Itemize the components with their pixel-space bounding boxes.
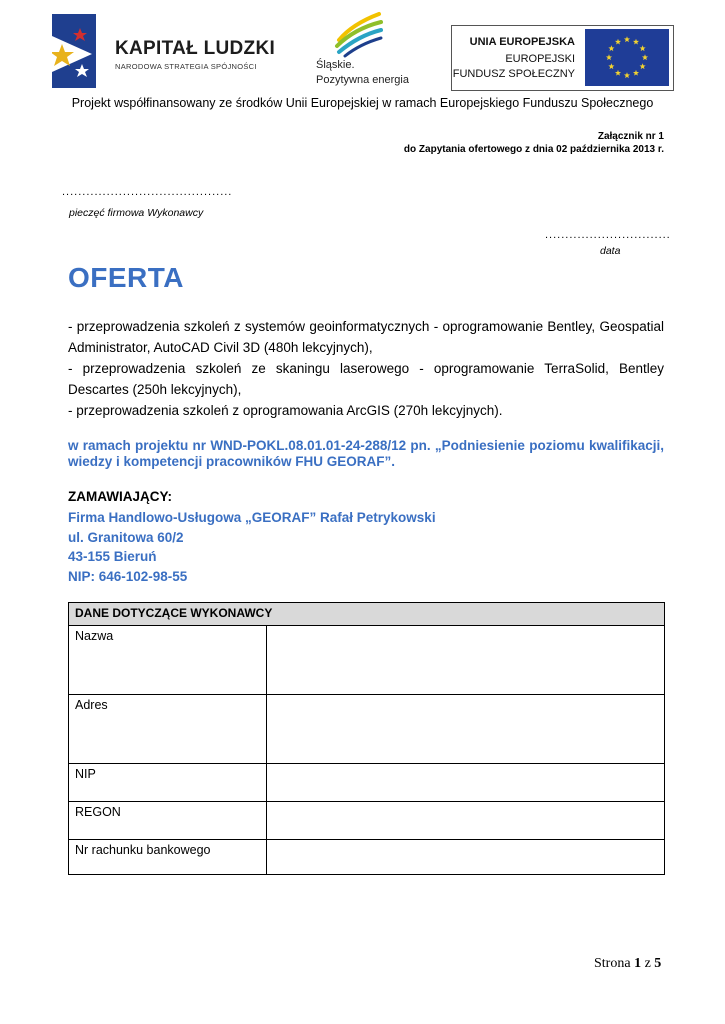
kapital-ludzki-flag-icon	[52, 14, 96, 88]
row-label-regon: REGON	[69, 802, 267, 840]
slaskie-name: Śląskie.	[316, 59, 355, 71]
page-current: 1	[634, 956, 642, 971]
row-label-bank: Nr rachunku bankowego	[69, 840, 267, 875]
page-total: 5	[654, 956, 662, 971]
stamp-dots: ..........................................	[62, 186, 233, 198]
row-label-name: Nazwa	[69, 626, 267, 695]
row-label-nip: NIP	[69, 764, 267, 802]
nip-field[interactable]	[267, 764, 665, 802]
kapital-ludzki-title: KAPITAŁ LUDZKI	[115, 38, 276, 59]
contractor-table-heading: DANE DOTYCZĄCE WYKONAWCY	[69, 603, 665, 626]
client-name: Firma Handlowo-Usługowa „GEORAF” Rafał Petrykowski	[68, 510, 436, 525]
table-header-row	[69, 603, 665, 626]
eu-line2: EUROPEJSKI	[505, 53, 575, 65]
annex-line1: Załącznik nr 1	[597, 131, 664, 142]
eu-logo	[451, 25, 674, 91]
client-nip: NIP: 646-102-98-55	[68, 568, 188, 584]
page-title: OFERTA	[68, 262, 185, 293]
page-word: Strona	[594, 956, 631, 971]
scope-item: - przeprowadzenia szkoleń ze skaningu laserowego - oprogramowanie TerraSolid, Bentley Descartes (250h lekcyjnych),	[68, 361, 664, 397]
date-dots: ...............................	[545, 229, 671, 241]
bank-account-field[interactable]	[267, 840, 665, 875]
slaskie-motto: Pozytywna energia	[316, 74, 409, 86]
client-heading: ZAMAWIAJĄCY:	[68, 489, 172, 504]
row-label-address: Adres	[69, 695, 267, 764]
eu-flag-icon	[585, 29, 669, 86]
page-number	[594, 956, 661, 972]
cofinancing-note: Projekt współfinansowany ze środków Unii Europejskiej w ramach Europejskiego Funduszu Społecznego	[71, 96, 654, 110]
eu-line3: FUNDUSZ SPOŁECZNY	[452, 68, 575, 80]
address-field[interactable]	[267, 695, 665, 764]
slaskie-swoosh-icon	[333, 10, 385, 58]
client-details	[68, 508, 436, 586]
eu-line1: UNIA EUROPEJSKA	[469, 36, 575, 48]
slaskie-logo	[313, 10, 408, 90]
table-row	[69, 695, 665, 764]
table-row	[69, 764, 665, 802]
table-row	[69, 840, 665, 875]
client-city: 43-155 Bieruń	[68, 549, 157, 564]
scope-item: - przeprowadzenia szkoleń z oprogramowania ArcGIS (270h lekcyjnych).	[68, 403, 503, 418]
page-sep: z	[644, 956, 651, 971]
contractor-table	[68, 602, 665, 875]
annex-line2: do Zapytania ofertowego z dnia 02 października 2013 r.	[403, 144, 664, 155]
kapital-ludzki-subtitle: NARODOWA STRATEGIA SPÓJNOŚCI	[115, 62, 257, 71]
date-label: data	[600, 245, 621, 257]
client-street: ul. Granitowa 60/2	[68, 529, 184, 545]
kapital-ludzki-logo	[52, 14, 282, 90]
scope-list	[68, 316, 664, 421]
table-row	[69, 802, 665, 840]
annex-note	[404, 130, 664, 156]
table-row	[69, 626, 665, 695]
project-note: w ramach projektu nr WND-POKL.08.01.01-24-288/12 pn. „Podniesienie poziomu kwalifikacji, wiedzy i kompetencji pracowników FHU GEORAF”.	[68, 438, 664, 469]
regon-field[interactable]	[267, 802, 665, 840]
name-field[interactable]	[267, 626, 665, 695]
scope-item: - przeprowadzenia szkoleń z systemów geoinformatycznych - oprogramowanie Bentley, Geospatial Administrator, AutoCAD Civil 3D (480h lekcyjnych),	[68, 319, 664, 355]
stamp-label: pieczęć firmowa Wykonawcy	[69, 207, 204, 219]
